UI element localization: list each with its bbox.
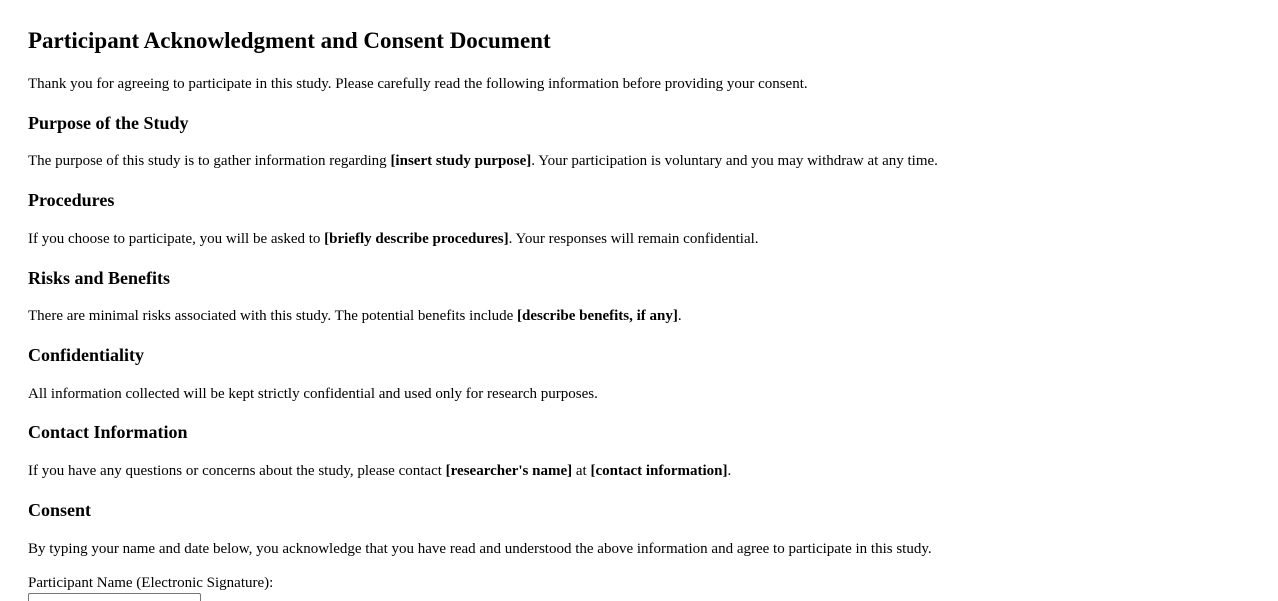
procedures-paragraph: [28, 230, 759, 248]
contact-info-placeholder: [contact information]: [590, 463, 728, 479]
purpose-placeholder: [insert study purpose]: [390, 153, 532, 169]
purpose-text-after: . Your participation is voluntary and you may withdraw at any time.: [531, 153, 938, 169]
procedures-placeholder: [briefly describe procedures]: [324, 231, 509, 247]
consent-paragraph: By typing your name and date below, you acknowledge that you have read and understood the above information and agree to participate in this study.: [28, 541, 932, 557]
purpose-paragraph: [28, 152, 938, 170]
heading-risks-benefits: Risks and Benefits: [28, 268, 171, 288]
intro-paragraph: Thank you for agreeing to participate in this study. Please carefully read the following information before providing your consent.: [28, 76, 808, 92]
procedures-text-before: If you choose to participate, you will be asked to: [28, 231, 325, 247]
contact-text-before: If you have any questions or concerns about the study, please contact: [28, 463, 446, 479]
purpose-text-before: The purpose of this study is to gather information regarding: [28, 153, 391, 169]
risks-paragraph: [28, 307, 682, 325]
heading-procedures: Procedures: [28, 190, 115, 210]
heading-purpose: Purpose of the Study: [28, 113, 189, 133]
heading-confidentiality: Confidentiality: [28, 345, 145, 365]
participant-name-label: Participant Name (Electronic Signature):: [28, 575, 274, 591]
risks-placeholder: [describe benefits, if any]: [517, 308, 678, 324]
risks-text-after: .: [677, 308, 682, 324]
heading-consent: Consent: [28, 500, 92, 520]
procedures-text-after: . Your responses will remain confidential.: [508, 231, 759, 247]
participant-name-input[interactable]: [28, 593, 201, 601]
confidentiality-paragraph: All information collected will be kept strictly confidential and used only for research purposes.: [28, 386, 598, 402]
researcher-name-placeholder: [researcher's name]: [445, 463, 573, 479]
contact-text-after: .: [727, 463, 732, 479]
heading-contact: Contact Information: [28, 422, 188, 442]
contact-paragraph: [28, 462, 731, 480]
page-title: Participant Acknowledgment and Consent Document: [28, 28, 551, 53]
contact-text-middle: at: [572, 463, 591, 479]
risks-text-before: There are minimal risks associated with this study. The potential benefits include: [28, 308, 518, 324]
